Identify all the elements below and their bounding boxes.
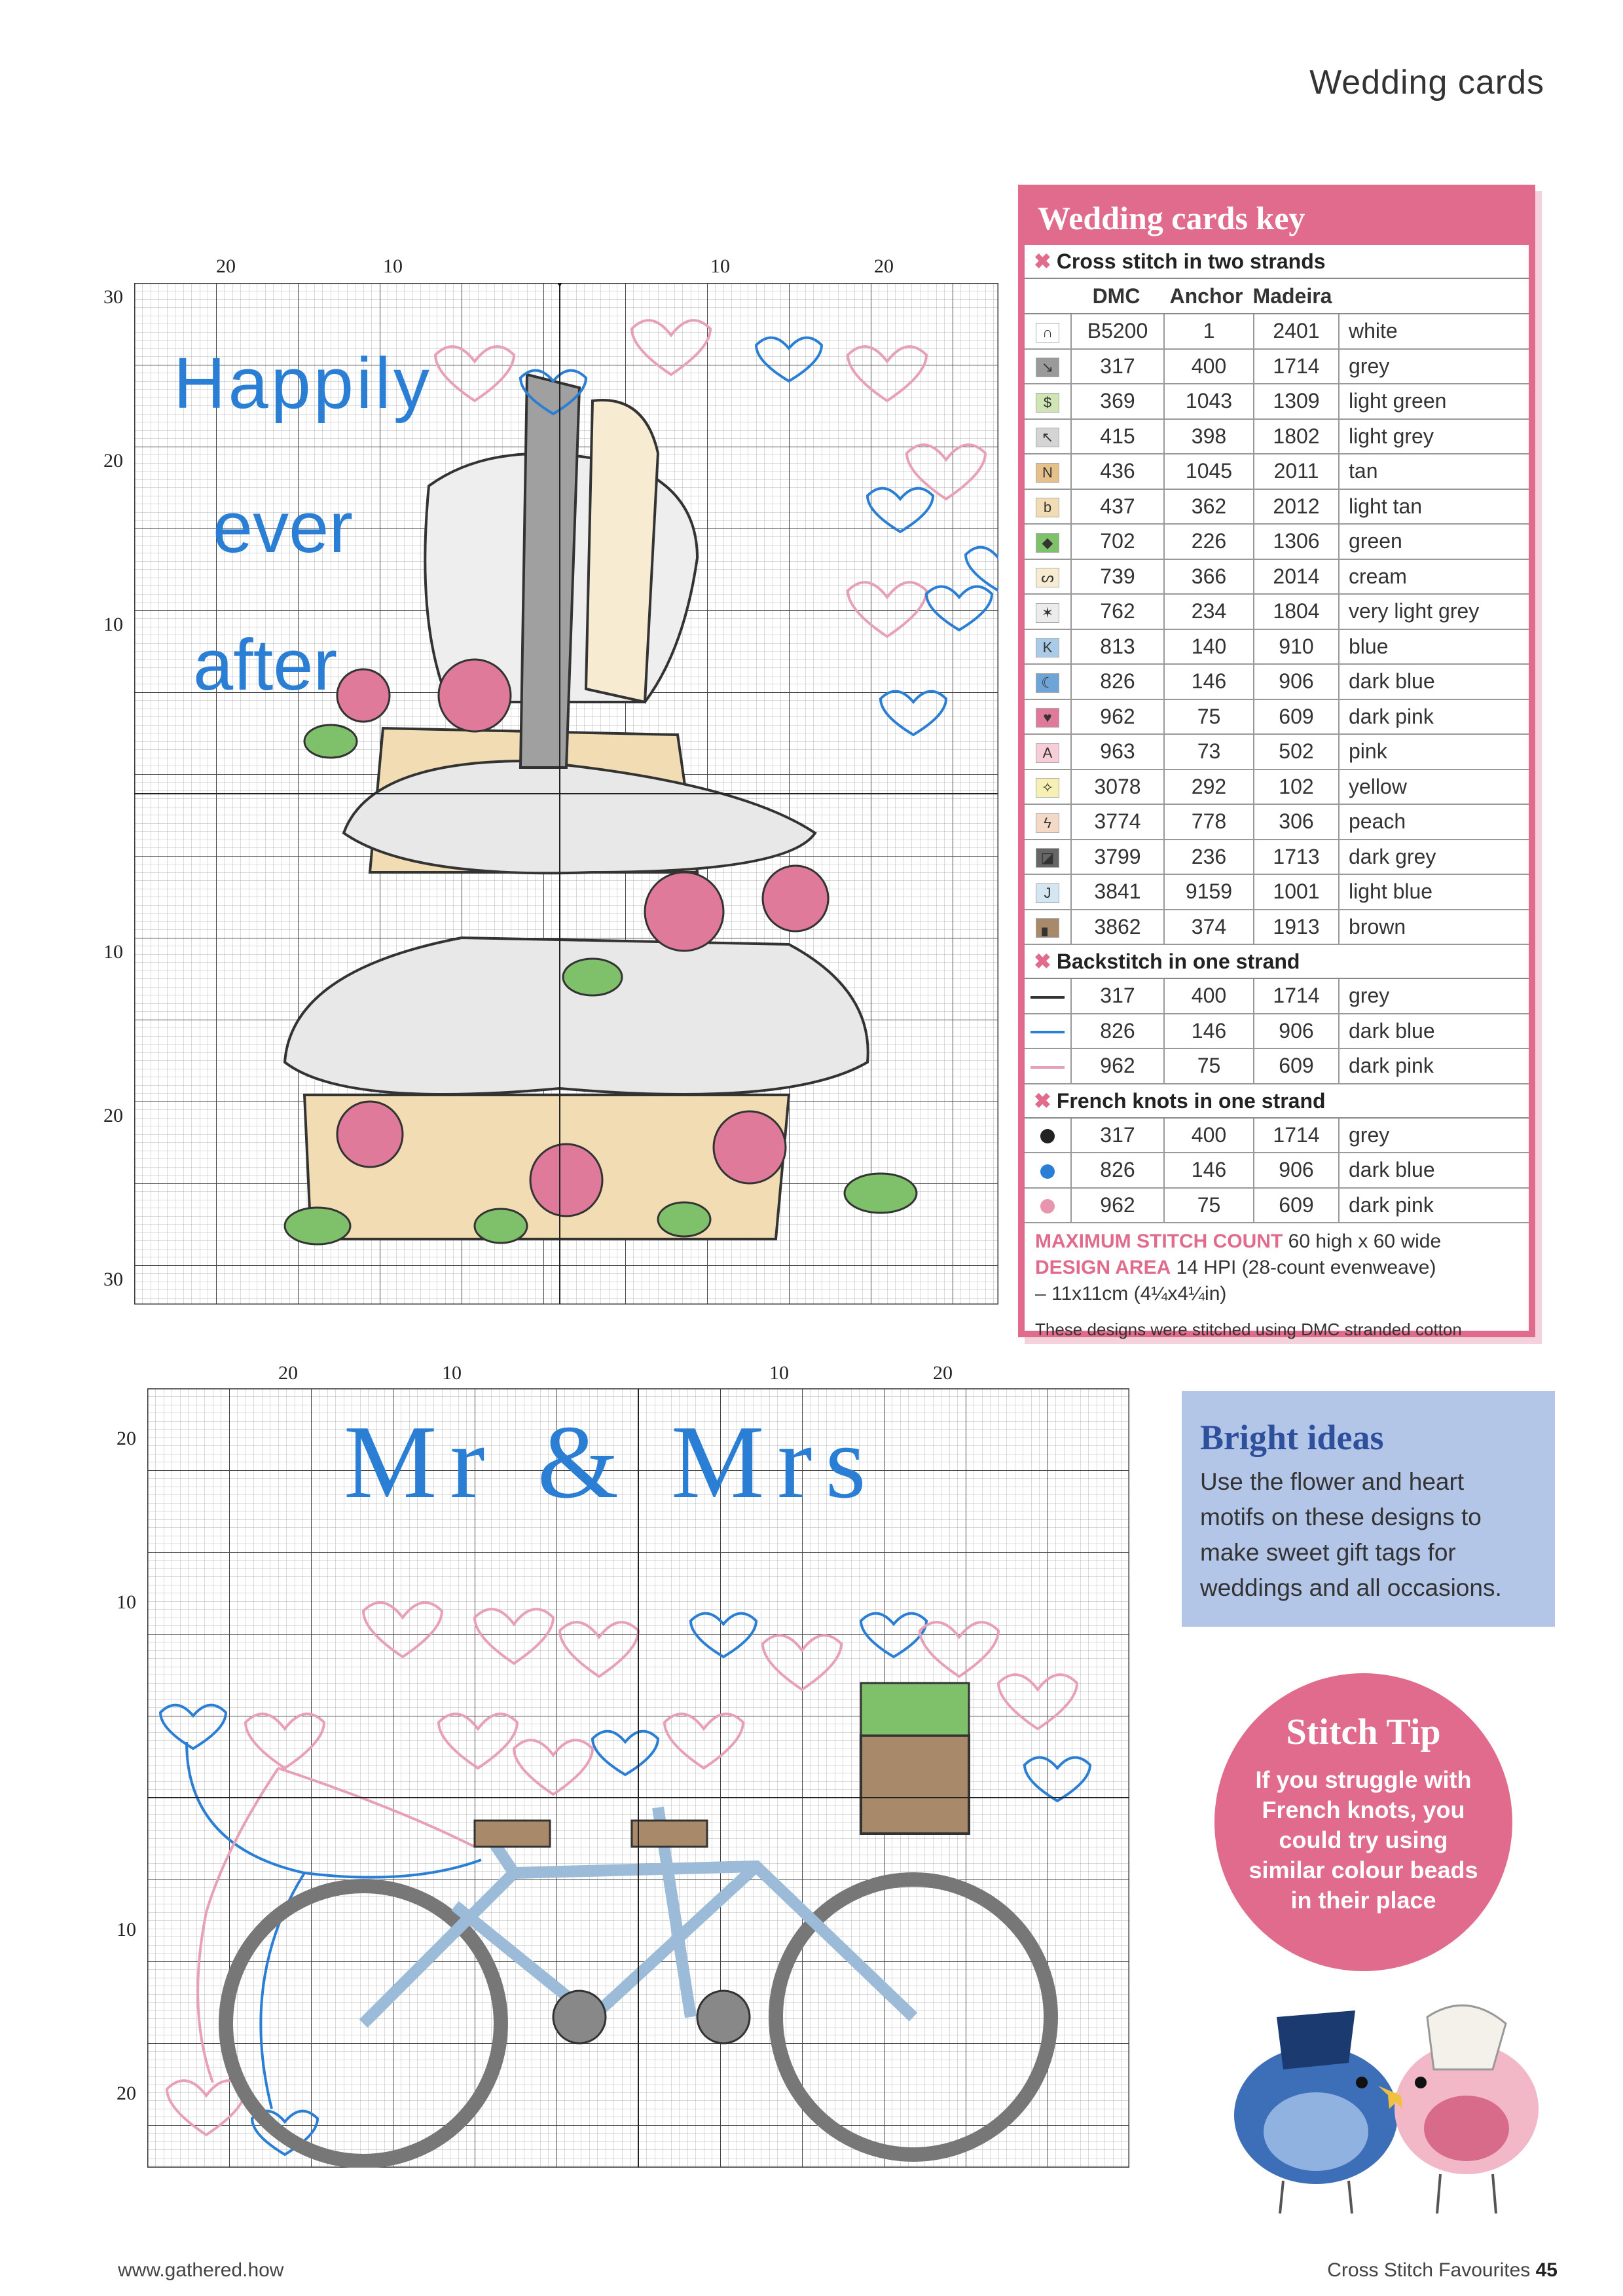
cross-row	[1025, 735, 1529, 770]
c2-top-label: 10	[769, 1362, 789, 1384]
french-madeira: 1714	[1254, 1119, 1340, 1153]
symbol-box-icon: ᔕ	[1036, 568, 1059, 587]
stitch-tip-line: similar colour beads	[1249, 1857, 1478, 1883]
cross-row	[1025, 840, 1529, 876]
cross-symbol-icon	[1025, 770, 1072, 804]
cross-name: tan	[1349, 459, 1378, 483]
cross-anchor: 226	[1165, 525, 1254, 559]
c1-top-label: 20	[216, 255, 236, 277]
cross-madeira: 1309	[1254, 384, 1340, 418]
symbol-box-icon: N	[1036, 463, 1059, 483]
cross-dmc: 962	[1072, 700, 1165, 734]
cross-anchor: 1045	[1165, 454, 1254, 489]
cross-row	[1025, 560, 1529, 595]
cross-anchor: 292	[1165, 770, 1254, 804]
ever-text: ever	[213, 487, 353, 568]
french-dmc: 317	[1072, 1119, 1165, 1153]
back-symbol-icon	[1025, 1014, 1072, 1048]
cross-symbol-icon	[1025, 665, 1072, 699]
cross-anchor: 362	[1165, 490, 1254, 524]
cross-dmc: 739	[1072, 560, 1165, 594]
symbol-box-icon: J	[1036, 883, 1059, 903]
french-knot-dot-icon	[1040, 1129, 1055, 1143]
stitch-tip-line: in their place	[1290, 1887, 1436, 1914]
french-madeira: 609	[1254, 1189, 1340, 1223]
cross-row	[1025, 454, 1529, 490]
stitch-tip-line: could try using	[1279, 1826, 1448, 1853]
symbol-box-icon: ♥	[1036, 708, 1059, 728]
cross-dmc: 813	[1072, 630, 1165, 664]
back-dmc: 826	[1072, 1014, 1165, 1048]
key-section-cross	[1025, 245, 1529, 279]
c2-top-label: 20	[933, 1362, 953, 1384]
cross-anchor: 75	[1165, 700, 1254, 734]
cross-dmc: B5200	[1072, 314, 1165, 348]
cross-symbol-icon	[1025, 840, 1072, 874]
symbol-box-icon: ◆	[1036, 533, 1059, 553]
c2-left-label: 10	[117, 1591, 136, 1613]
c1-left-label: 10	[103, 614, 123, 635]
design-area-label: DESIGN AREA	[1035, 1257, 1171, 1278]
back-name: grey	[1349, 984, 1390, 1007]
cross-row	[1025, 700, 1529, 735]
cross-name: light grey	[1349, 424, 1434, 448]
stitch-tip-line: French knots, you	[1262, 1796, 1465, 1823]
cross-madeira: 1001	[1254, 875, 1340, 909]
cross-row	[1025, 665, 1529, 700]
cross-dmc: 369	[1072, 384, 1165, 418]
back-row	[1025, 979, 1529, 1014]
french-row	[1025, 1153, 1529, 1189]
cross-row	[1025, 595, 1529, 630]
cross-dmc: 963	[1072, 735, 1165, 769]
cross-name: cream	[1349, 564, 1407, 588]
key-panel	[1018, 185, 1535, 1337]
cross-name: dark pink	[1349, 704, 1434, 728]
cupcake-chart-grid	[134, 283, 998, 1305]
french-knot-dot-icon	[1040, 1199, 1055, 1213]
cross-row	[1025, 490, 1529, 525]
c2-left-label: 10	[117, 1919, 136, 1940]
c1-left-label: 20	[103, 1105, 123, 1126]
cross-dmc: 762	[1072, 595, 1165, 629]
lovebirds-illustration	[1218, 1978, 1545, 2220]
bright-ideas-title: Bright ideas	[1200, 1418, 1384, 1457]
cross-symbol-icon	[1025, 805, 1072, 839]
back-rows	[1025, 979, 1529, 1084]
footer-url: www.gathered.how	[118, 2259, 284, 2281]
cross-anchor: 146	[1165, 665, 1254, 699]
symbol-box-icon: ✶	[1036, 603, 1059, 623]
mr-mrs-text: Mr & Mrs	[344, 1403, 879, 1520]
cross-row	[1025, 770, 1529, 805]
back-dmc: 317	[1072, 979, 1165, 1013]
cross-row	[1025, 805, 1529, 840]
symbol-box-icon: b	[1036, 498, 1059, 517]
c2-top-label: 10	[442, 1362, 462, 1384]
back-anchor: 146	[1165, 1014, 1254, 1048]
cross-name: yellow	[1349, 774, 1407, 798]
key-section-label: French knots in one strand	[1056, 1088, 1326, 1113]
symbol-box-icon: ✧	[1036, 778, 1059, 798]
french-name: dark blue	[1349, 1158, 1435, 1181]
cross-name: blue	[1349, 634, 1389, 658]
after-text: after	[193, 625, 338, 705]
french-anchor: 146	[1165, 1153, 1254, 1187]
cross-symbol-icon	[1025, 350, 1072, 384]
design-size: – 11x11cm (4¼x4¼in)	[1035, 1283, 1227, 1305]
key-section-label: Cross stitch in two strands	[1056, 250, 1326, 273]
cross-madeira: 1913	[1254, 910, 1340, 944]
cross-symbol-icon	[1025, 630, 1072, 664]
cross-madeira: 306	[1254, 805, 1340, 839]
key-note: These designs were stitched using DMC stranded cotton	[1035, 1320, 1462, 1339]
magazine-name: Cross Stitch Favourites	[1327, 2259, 1531, 2281]
key-header-row	[1025, 279, 1529, 314]
french-rows	[1025, 1119, 1529, 1224]
french-row	[1025, 1189, 1529, 1224]
cross-anchor: 398	[1165, 420, 1254, 454]
c2-left-label: 20	[117, 2083, 136, 2104]
cross-symbol-icon	[1025, 700, 1072, 734]
max-stitch-label: MAXIMUM STITCH COUNT	[1035, 1231, 1283, 1252]
french-dmc: 826	[1072, 1153, 1165, 1187]
cross-dmc: 3862	[1072, 910, 1165, 944]
bright-ideas-line: weddings and all occasions.	[1200, 1574, 1502, 1601]
back-madeira: 609	[1254, 1049, 1340, 1083]
french-anchor: 400	[1165, 1119, 1254, 1153]
cross-dmc: 3774	[1072, 805, 1165, 839]
cross-name: pink	[1349, 739, 1387, 763]
cross-name: light green	[1349, 389, 1447, 413]
key-title: Wedding cards key	[1025, 191, 1529, 245]
cross-symbol-icon	[1025, 454, 1072, 489]
stitch-tip-circle	[1214, 1673, 1512, 1971]
cross-dmc: 415	[1072, 420, 1165, 454]
c1-left-label: 30	[103, 286, 123, 308]
cross-name: peach	[1349, 809, 1406, 833]
cross-madeira: 906	[1254, 665, 1340, 699]
back-anchor: 75	[1165, 1049, 1254, 1083]
cross-madeira: 2401	[1254, 314, 1340, 348]
cross-anchor: 778	[1165, 805, 1254, 839]
cross-dmc: 3078	[1072, 770, 1165, 804]
cross-row	[1025, 525, 1529, 560]
c2-top-label: 20	[278, 1362, 298, 1384]
bright-ideas-line: motifs on these designs to	[1200, 1504, 1482, 1530]
cross-name: grey	[1349, 354, 1390, 378]
symbol-box-icon: ☾	[1036, 673, 1059, 693]
bicycle-chart	[147, 1388, 1129, 2168]
cross-name: dark grey	[1349, 844, 1436, 868]
bright-ideas-box	[1182, 1391, 1555, 1627]
cross-madeira: 1802	[1254, 420, 1340, 454]
cross-anchor: 400	[1165, 350, 1254, 384]
page-number: 45	[1535, 2259, 1558, 2281]
cross-anchor: 234	[1165, 595, 1254, 629]
backstitch-line-icon	[1030, 1031, 1065, 1033]
cross-anchor: 366	[1165, 560, 1254, 594]
cross-name: dark blue	[1349, 669, 1435, 693]
stitch-tip-line: If you struggle with	[1255, 1766, 1472, 1793]
cross-marker-icon: ✖	[1034, 250, 1051, 273]
happily-text: Happily	[173, 343, 432, 424]
french-name: grey	[1349, 1122, 1390, 1147]
cross-madeira: 910	[1254, 630, 1340, 664]
cupcake-chart	[134, 283, 998, 1305]
cross-row	[1025, 875, 1529, 910]
cross-row	[1025, 630, 1529, 665]
col-madeira: Madeira	[1252, 284, 1332, 308]
french-symbol-icon	[1025, 1189, 1072, 1223]
c1-top-label: 10	[710, 255, 730, 277]
key-section-french	[1025, 1084, 1529, 1119]
cross-name: light blue	[1349, 880, 1433, 903]
cross-anchor: 1	[1165, 314, 1254, 348]
backstitch-line-icon	[1030, 1066, 1065, 1069]
cross-symbol-icon	[1025, 595, 1072, 629]
cross-symbol-icon	[1025, 420, 1072, 454]
symbol-box-icon: ◪	[1036, 848, 1059, 868]
section-title: Wedding cards	[1309, 64, 1544, 102]
design-area-value: 14 HPI (28-count evenweave)	[1176, 1257, 1436, 1278]
back-row	[1025, 1049, 1529, 1084]
french-symbol-icon	[1025, 1119, 1072, 1153]
cross-anchor: 9159	[1165, 875, 1254, 909]
cross-madeira: 1713	[1254, 840, 1340, 874]
cross-dmc: 436	[1072, 454, 1165, 489]
cross-row	[1025, 910, 1529, 946]
cross-madeira: 609	[1254, 700, 1340, 734]
c1-top-label: 20	[874, 255, 894, 277]
c1-top-label: 10	[383, 255, 403, 277]
french-symbol-icon	[1025, 1153, 1072, 1187]
c1-left-label: 20	[103, 450, 123, 472]
symbol-box-icon: ∩	[1036, 323, 1059, 343]
stitch-tip-title: Stitch Tip	[1286, 1712, 1441, 1752]
symbol-box-icon: A	[1036, 743, 1059, 763]
cross-anchor: 140	[1165, 630, 1254, 664]
symbol-box-icon: K	[1036, 638, 1059, 657]
back-name: dark blue	[1349, 1018, 1435, 1043]
cross-anchor: 374	[1165, 910, 1254, 944]
symbol-box-icon: ↖	[1036, 428, 1059, 447]
back-madeira: 906	[1254, 1014, 1340, 1048]
bright-ideas-line: make sweet gift tags for	[1200, 1539, 1456, 1566]
cross-row	[1025, 350, 1529, 385]
cross-madeira: 1804	[1254, 595, 1340, 629]
cross-dmc: 437	[1072, 490, 1165, 524]
back-symbol-icon	[1025, 979, 1072, 1013]
french-name: dark pink	[1349, 1193, 1434, 1217]
cross-madeira: 2012	[1254, 490, 1340, 524]
cross-row	[1025, 384, 1529, 420]
cross-name: light tan	[1349, 494, 1423, 518]
cross-symbol-icon	[1025, 525, 1072, 559]
back-anchor: 400	[1165, 979, 1254, 1013]
cross-madeira: 502	[1254, 735, 1340, 769]
cross-dmc: 826	[1072, 665, 1165, 699]
cross-symbol-icon	[1025, 560, 1072, 594]
cross-anchor: 73	[1165, 735, 1254, 769]
key-footer	[1025, 1223, 1529, 1348]
cross-anchor: 236	[1165, 840, 1254, 874]
cross-symbol-icon	[1025, 875, 1072, 909]
c1-left-label: 30	[103, 1268, 123, 1290]
french-knot-dot-icon	[1040, 1164, 1055, 1179]
cross-marker-icon: ✖	[1034, 1088, 1051, 1113]
cross-symbol-icon	[1025, 314, 1072, 348]
cross-rows	[1025, 314, 1529, 945]
cross-name: green	[1349, 529, 1402, 553]
key-section-back	[1025, 945, 1529, 979]
key-section-label: Backstitch in one strand	[1056, 950, 1300, 973]
col-anchor: Anchor	[1169, 284, 1243, 308]
bright-ideas-line: Use the flower and heart	[1200, 1468, 1465, 1495]
cross-name: white	[1349, 319, 1398, 343]
cross-symbol-icon	[1025, 384, 1072, 418]
c1-left-label: 10	[103, 941, 123, 963]
french-row	[1025, 1119, 1529, 1154]
french-anchor: 75	[1165, 1189, 1254, 1223]
c2-left-label: 20	[117, 1428, 136, 1449]
symbol-box-icon: ↘	[1036, 358, 1059, 377]
cross-name: brown	[1349, 914, 1406, 938]
back-dmc: 962	[1072, 1049, 1165, 1083]
cross-row	[1025, 420, 1529, 455]
symbol-box-icon: ▖	[1036, 918, 1059, 938]
cross-dmc: 3799	[1072, 840, 1165, 874]
bride-figure	[586, 400, 658, 702]
cross-dmc: 317	[1072, 350, 1165, 384]
back-row	[1025, 1014, 1529, 1050]
cross-name: very light grey	[1349, 599, 1480, 623]
cross-dmc: 3841	[1072, 875, 1165, 909]
back-madeira: 1714	[1254, 979, 1340, 1013]
cross-symbol-icon	[1025, 490, 1072, 524]
cross-marker-icon: ✖	[1034, 950, 1051, 973]
french-madeira: 906	[1254, 1153, 1340, 1187]
cross-madeira: 102	[1254, 770, 1340, 804]
back-name: dark pink	[1349, 1054, 1434, 1077]
cross-madeira: 1714	[1254, 350, 1340, 384]
cross-madeira: 2014	[1254, 560, 1340, 594]
col-dmc: DMC	[1092, 284, 1140, 308]
cross-symbol-icon	[1025, 735, 1072, 769]
cross-symbol-icon	[1025, 910, 1072, 944]
cross-madeira: 1306	[1254, 525, 1340, 559]
symbol-box-icon: $	[1036, 393, 1059, 413]
back-symbol-icon	[1025, 1049, 1072, 1083]
symbol-box-icon: ϟ	[1036, 813, 1059, 833]
backstitch-line-icon	[1030, 996, 1065, 999]
cross-anchor: 1043	[1165, 384, 1254, 418]
max-stitch-value: 60 high x 60 wide	[1288, 1231, 1442, 1252]
cross-madeira: 2011	[1254, 454, 1340, 489]
cross-dmc: 702	[1072, 525, 1165, 559]
cross-row	[1025, 314, 1529, 350]
french-dmc: 962	[1072, 1189, 1165, 1223]
footer-magazine	[1327, 2259, 1558, 2282]
